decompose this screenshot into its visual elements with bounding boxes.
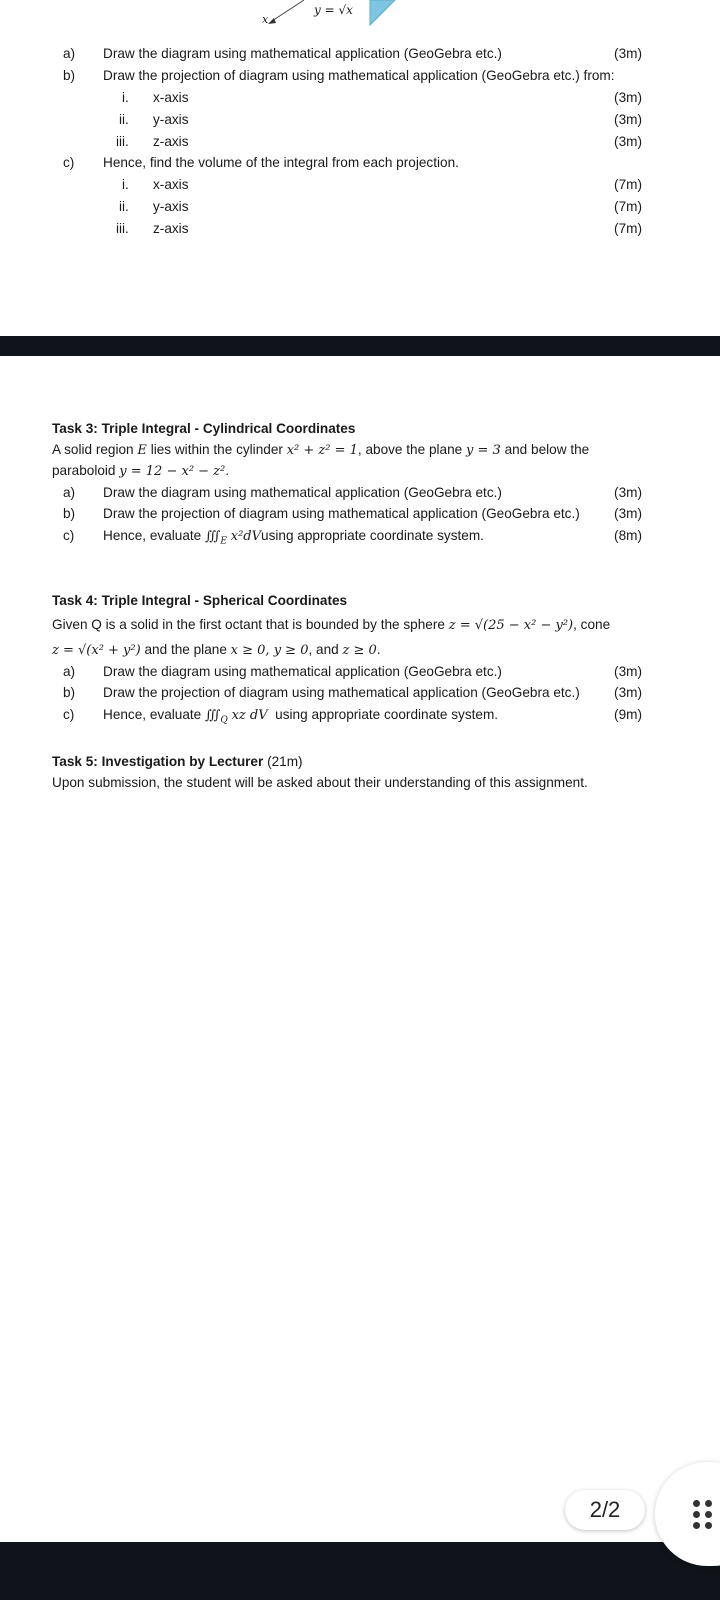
task3-b-label: b) — [63, 506, 76, 521]
task2-c-ii-marks: (7m) — [614, 199, 642, 214]
task2-a-marks: (3m) — [614, 46, 642, 61]
task5-marks: (21m) — [267, 754, 303, 769]
task2-b-i-label: i. — [122, 90, 129, 105]
task5-title: Task 5: Investigation by Lecturer — [52, 754, 264, 769]
task3-paraboloid-equation: y = 12 − x² − z² — [119, 464, 226, 479]
task3-region-E: E — [137, 443, 147, 458]
task4-integrand: xz dV — [231, 708, 268, 723]
task3-integrand: x²dV — [230, 529, 262, 544]
task4-cone-equation: z = √(x² + y²) — [52, 643, 141, 658]
document-page-2 — [0, 356, 720, 1542]
task3-a-text: Draw the diagram using mathematical application (GeoGebra etc.) — [103, 485, 502, 500]
task3-intro-text-4: and below the — [504, 442, 590, 457]
figure-shaded-region — [370, 0, 395, 25]
task2-b-i-text: x-axis — [153, 90, 189, 105]
task3-cylinder-equation: x² + z² = 1 — [286, 443, 358, 458]
task2-b-iii-label: iii. — [116, 134, 129, 149]
page-indicator: 2/2 — [565, 1490, 645, 1530]
task4-c-label: c) — [63, 707, 75, 722]
task2-c-ii-text: y-axis — [153, 199, 189, 214]
task4-plane-equation: x ≥ 0, y ≥ 0 — [230, 643, 309, 658]
task3-intro-line2 — [52, 462, 229, 481]
task5-text: Upon submission, the student will be asked about their understanding of this assignment. — [52, 775, 588, 790]
task4-b-marks: (3m) — [614, 685, 642, 700]
task3-triple-integral-symbol: ∭ — [205, 529, 221, 544]
task4-intro-text-2: , cone — [573, 617, 611, 632]
task4-c-marks: (9m) — [614, 707, 642, 722]
task4-title: Task 4: Triple Integral - Spherical Coordinates — [52, 593, 348, 608]
task4-a-text: Draw the diagram using mathematical application (GeoGebra etc.) — [103, 664, 502, 679]
task2-b-ii-text: y-axis — [153, 112, 189, 127]
task4-b-text: Draw the projection of diagram using mathematical application (GeoGebra etc.) — [103, 685, 580, 700]
task3-c-text-1: Hence, evaluate — [103, 528, 202, 543]
dot-icon — [705, 1500, 712, 1507]
figure-axis-line — [272, 0, 304, 21]
task3-intro-text-5: paraboloid — [52, 463, 116, 478]
task2-c-iii-text: z-axis — [153, 221, 189, 236]
dot-icon — [693, 1522, 700, 1529]
task4-c-text-2: using appropriate coordinate system. — [275, 707, 499, 722]
task3-c-marks: (8m) — [614, 528, 642, 543]
more-dots-icon[interactable] — [693, 1500, 717, 1530]
task3-intro-text-1: A solid region — [52, 442, 134, 457]
task2-c-i-marks: (7m) — [614, 177, 642, 192]
task4-sphere-equation: z = √(25 − x² − y²) — [448, 618, 574, 633]
task4-z-condition: z ≥ 0 — [342, 643, 377, 658]
task2-c-text: Hence, find the volume of the integral from each projection. — [103, 155, 459, 170]
task2-c-iii-label: iii. — [116, 221, 129, 236]
task4-intro-line2 — [52, 641, 381, 660]
task3-a-marks: (3m) — [614, 485, 642, 500]
task4-intro-line1 — [52, 616, 610, 635]
task3-intro-text-3: , above the plane — [357, 442, 463, 457]
task2-b-ii-marks: (3m) — [614, 112, 642, 127]
task4-c-text — [103, 706, 498, 730]
task3-intro-text-2: lies within the cylinder — [150, 442, 283, 457]
dot-icon — [705, 1511, 712, 1518]
task2-b-iii-text: z-axis — [153, 134, 189, 149]
task4-b-label: b) — [63, 685, 76, 700]
task4-intro-text-1: Given Q is a solid in the first octant that is bounded by the sphere — [52, 617, 445, 632]
task2-c-ii-label: ii. — [119, 199, 129, 214]
task3-c-text-2: using appropriate coordinate system. — [261, 528, 484, 543]
dot-icon — [693, 1500, 700, 1507]
task4-triple-integral-symbol: ∭ — [205, 708, 221, 723]
task3-integral-subscript: E — [220, 536, 227, 547]
task2-a-label: a) — [63, 46, 76, 61]
dot-icon — [705, 1522, 712, 1529]
task3-b-text: Draw the projection of diagram using mathematical application (GeoGebra etc.) — [103, 506, 580, 521]
bottom-navigation-bar — [0, 1542, 720, 1600]
task2-c-i-label: i. — [122, 177, 129, 192]
document-page-1 — [0, 0, 720, 336]
task4-a-label: a) — [63, 664, 76, 679]
task2-b-ii-label: ii. — [119, 112, 129, 127]
task3-title: Task 3: Triple Integral - Cylindrical Coordinates — [52, 421, 356, 436]
task2-a-text: Draw the diagram using mathematical application (GeoGebra etc.) — [103, 46, 502, 61]
page-divider — [0, 336, 720, 356]
task3-intro-line1 — [52, 441, 589, 460]
dot-icon — [693, 1511, 700, 1518]
task2-c-iii-marks: (7m) — [614, 221, 642, 236]
figure-x-label: x — [262, 13, 269, 26]
task4-intro-text-5: . — [376, 642, 381, 657]
task3-intro-text-6: . — [225, 463, 230, 478]
task2-b-i-marks: (3m) — [614, 90, 642, 105]
task3-a-label: a) — [63, 485, 76, 500]
task4-intro-text-3: and the plane — [144, 642, 227, 657]
figure-curve-label: y = √x — [314, 3, 353, 17]
task4-c-text-1: Hence, evaluate — [103, 707, 202, 722]
task5-heading — [52, 753, 303, 771]
task3-plane-equation: y = 3 — [466, 443, 501, 458]
task4-intro-text-4: , and — [308, 642, 339, 657]
task2-b-label: b) — [63, 68, 76, 83]
task2-c-i-text: x-axis — [153, 177, 189, 192]
task3-c-text — [103, 527, 484, 551]
task2-b-iii-marks: (3m) — [614, 134, 642, 149]
task2-b-text: Draw the projection of diagram using mathematical application (GeoGebra etc.) from: — [103, 68, 615, 83]
task3-b-marks: (3m) — [614, 506, 642, 521]
task2-c-label: c) — [63, 155, 75, 170]
task3-c-label: c) — [63, 528, 75, 543]
task4-a-marks: (3m) — [614, 664, 642, 679]
task4-integral-subscript: Q — [220, 715, 228, 726]
